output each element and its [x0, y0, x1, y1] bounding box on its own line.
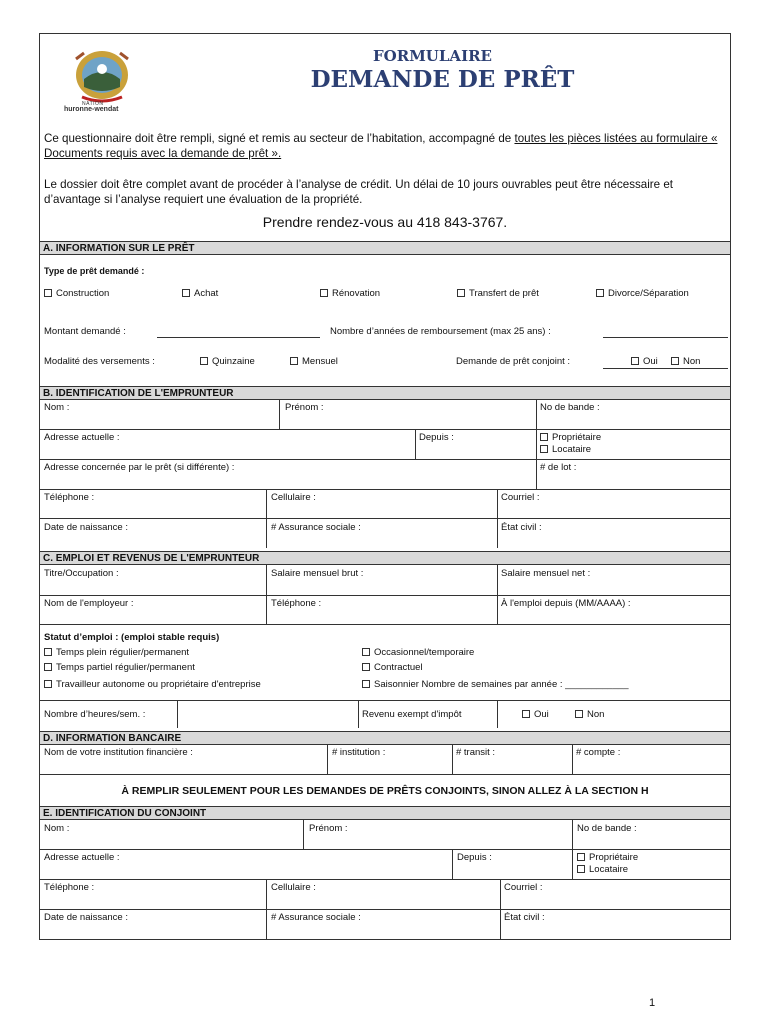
- years-field[interactable]: [603, 337, 728, 338]
- b-courriel-label: Courriel :: [501, 492, 540, 503]
- c-statut-temps-plein[interactable]: Temps plein régulier/permanent: [44, 647, 189, 658]
- section-b-header: B. IDENTIFICATION DE L'EMPRUNTEUR: [40, 386, 730, 400]
- amount-field[interactable]: [157, 337, 320, 338]
- b-depuis-label: Depuis :: [419, 432, 454, 443]
- checkbox-icon[interactable]: [671, 357, 679, 365]
- b-no-lot-label: # de lot :: [540, 462, 577, 473]
- c-titre-label: Titre/Occupation :: [44, 568, 119, 579]
- joint-oui[interactable]: Oui: [631, 356, 658, 367]
- e-prenom-label: Prénom :: [309, 823, 348, 834]
- b-proprietaire[interactable]: Propriétaire: [540, 432, 601, 443]
- loan-type-renovation[interactable]: Rénovation: [320, 288, 380, 299]
- e-telephone-label: Téléphone :: [44, 882, 95, 893]
- checkbox-icon[interactable]: [631, 357, 639, 365]
- e-locataire[interactable]: Locataire: [577, 864, 628, 875]
- loan-type-construction[interactable]: Construction: [44, 288, 109, 299]
- d-institution-no-label: # institution :: [332, 747, 386, 758]
- checkbox-icon[interactable]: [290, 357, 298, 365]
- e-naissance-label: Date de naissance :: [44, 912, 128, 923]
- c-salaire-brut-label: Salaire mensuel brut :: [271, 568, 364, 579]
- d-transit-label: # transit :: [456, 747, 496, 758]
- e-adresse-label: Adresse actuelle :: [44, 852, 120, 863]
- form-title: DEMANDE DE PRÊT: [310, 66, 575, 93]
- payment-quinzaine[interactable]: Quinzaine: [200, 356, 255, 367]
- joint-non[interactable]: Non: [671, 356, 700, 367]
- checkbox-icon[interactable]: [362, 680, 370, 688]
- c-statut-autonome[interactable]: Travailleur autonome ou propriétaire d'entreprise: [44, 679, 261, 690]
- checkbox-icon[interactable]: [577, 853, 585, 861]
- c-exempt-oui[interactable]: Oui: [522, 709, 549, 720]
- intro-paragraph-2: Le dossier doit être complet avant de procéder à l’analyse de crédit. Un délai de 10 jours ouvrables peut être nécessaire et d’avantage si l’analyse requiert une évaluation de la propriété.: [44, 178, 674, 206]
- joint-loan-label: Demande de prêt conjoint :: [456, 356, 571, 367]
- checkbox-icon[interactable]: [44, 663, 52, 671]
- section-e-header: E. IDENTIFICATION DU CONJOINT: [40, 806, 730, 820]
- b-telephone-label: Téléphone :: [44, 492, 95, 503]
- c-revenu-exempt-label: Revenu exempt d'impôt: [362, 709, 462, 720]
- b-adresse-label: Adresse actuelle :: [44, 432, 120, 443]
- c-telephone-label: Téléphone :: [271, 598, 322, 609]
- e-courriel-label: Courriel :: [504, 882, 543, 893]
- b-etat-civil-label: État civil :: [501, 522, 542, 533]
- b-cellulaire-label: Cellulaire :: [271, 492, 316, 503]
- checkbox-icon[interactable]: [44, 680, 52, 688]
- loan-type-transfert[interactable]: Transfert de prêt: [457, 288, 539, 299]
- checkbox-icon[interactable]: [596, 289, 604, 297]
- checkbox-icon[interactable]: [577, 865, 585, 873]
- checkbox-icon[interactable]: [362, 648, 370, 656]
- loan-type-achat[interactable]: Achat: [182, 288, 218, 299]
- section-c-header: C. EMPLOI ET REVENUS DE L'EMPRUNTEUR: [40, 551, 730, 565]
- joint-loan-underline: [603, 368, 728, 369]
- logo-nation-name: huronne-wendat: [64, 106, 119, 113]
- checkbox-icon[interactable]: [540, 445, 548, 453]
- b-naissance-label: Date de naissance :: [44, 522, 128, 533]
- loan-type-divorce[interactable]: Divorce/Séparation: [596, 288, 689, 299]
- e-no-bande-label: No de bande :: [577, 823, 637, 834]
- e-assurance-label: # Assurance sociale :: [271, 912, 361, 923]
- c-statut-temps-partiel[interactable]: Temps partiel régulier/permanent: [44, 662, 195, 673]
- years-label: Nombre d’années de remboursement (max 25 ans) :: [330, 326, 551, 337]
- c-statut-occasionnel[interactable]: Occasionnel/temporaire: [362, 647, 474, 658]
- documents-requis-link[interactable]: toutes les pièces listées au formulaire « Documents requis avec la demande de prêt ».: [44, 132, 718, 160]
- b-locataire[interactable]: Locataire: [540, 444, 591, 455]
- section-a-header: A. INFORMATION SUR LE PRÊT: [40, 241, 730, 255]
- checkbox-icon[interactable]: [200, 357, 208, 365]
- c-emploi-depuis-label: À l'emploi depuis (MM/AAAA) :: [501, 598, 631, 609]
- form-frame: [39, 33, 731, 940]
- form-label: FORMULAIRE: [373, 47, 492, 65]
- checkbox-icon[interactable]: [182, 289, 190, 297]
- c-statut-saisonnier[interactable]: Saisonnier Nombre de semaines par année : ____________: [362, 679, 629, 690]
- d-institution-nom-label: Nom de votre institution financière :: [44, 747, 193, 758]
- c-employeur-label: Nom de l'employeur :: [44, 598, 134, 609]
- e-proprietaire[interactable]: Propriétaire: [577, 852, 638, 863]
- checkbox-icon[interactable]: [320, 289, 328, 297]
- b-prenom-label: Prénom :: [285, 402, 324, 413]
- e-etat-civil-label: État civil :: [504, 912, 545, 923]
- appointment-text: Prendre rendez-vous au 418 843-3767.: [262, 214, 508, 230]
- b-no-bande-label: No de bande :: [540, 402, 600, 413]
- e-nom-label: Nom :: [44, 823, 70, 834]
- checkbox-icon[interactable]: [362, 663, 370, 671]
- checkbox-icon[interactable]: [540, 433, 548, 441]
- logo-nation-label: NATION: [82, 101, 104, 107]
- checkbox-icon[interactable]: [44, 648, 52, 656]
- checkbox-icon[interactable]: [457, 289, 465, 297]
- intro-paragraph-1: Ce questionnaire doit être rempli, signé et remis au secteur de l’habitation, accompagné de toutes les pièces listées au formulaire « Documents requis avec la demande de prêt ».: [44, 132, 718, 160]
- payment-mensuel[interactable]: Mensuel: [290, 356, 338, 367]
- e-cellulaire-label: Cellulaire :: [271, 882, 316, 893]
- loan-type-label: Type de prêt demandé :: [44, 266, 145, 276]
- d-compte-label: # compte :: [576, 747, 621, 758]
- c-salaire-net-label: Salaire mensuel net :: [501, 568, 591, 579]
- checkbox-icon[interactable]: [575, 710, 583, 718]
- checkbox-icon[interactable]: [44, 289, 52, 297]
- c-statut-label: Statut d’emploi : (emploi stable requis): [44, 632, 220, 643]
- b-assurance-label: # Assurance sociale :: [271, 522, 361, 533]
- b-adresse-pret-label: Adresse concernée par le prêt (si différente) :: [44, 462, 235, 473]
- amount-label: Montant demandé :: [44, 326, 126, 337]
- page-number: 1: [649, 997, 656, 1009]
- payment-label: Modalité des versements :: [44, 356, 155, 367]
- c-exempt-non[interactable]: Non: [575, 709, 604, 720]
- c-heures-label: Nombre d’heures/sem. :: [44, 709, 146, 720]
- c-statut-contractuel[interactable]: Contractuel: [362, 662, 423, 673]
- joint-note: À REMPLIR SEULEMENT POUR LES DEMANDES DE PRÊTS CONJOINTS, SINON ALLEZ À LA SECTION H: [121, 785, 649, 797]
- b-nom-label: Nom :: [44, 402, 70, 413]
- section-d-header: D. INFORMATION BANCAIRE: [40, 731, 730, 745]
- checkbox-icon[interactable]: [522, 710, 530, 718]
- e-depuis-label: Depuis :: [457, 852, 492, 863]
